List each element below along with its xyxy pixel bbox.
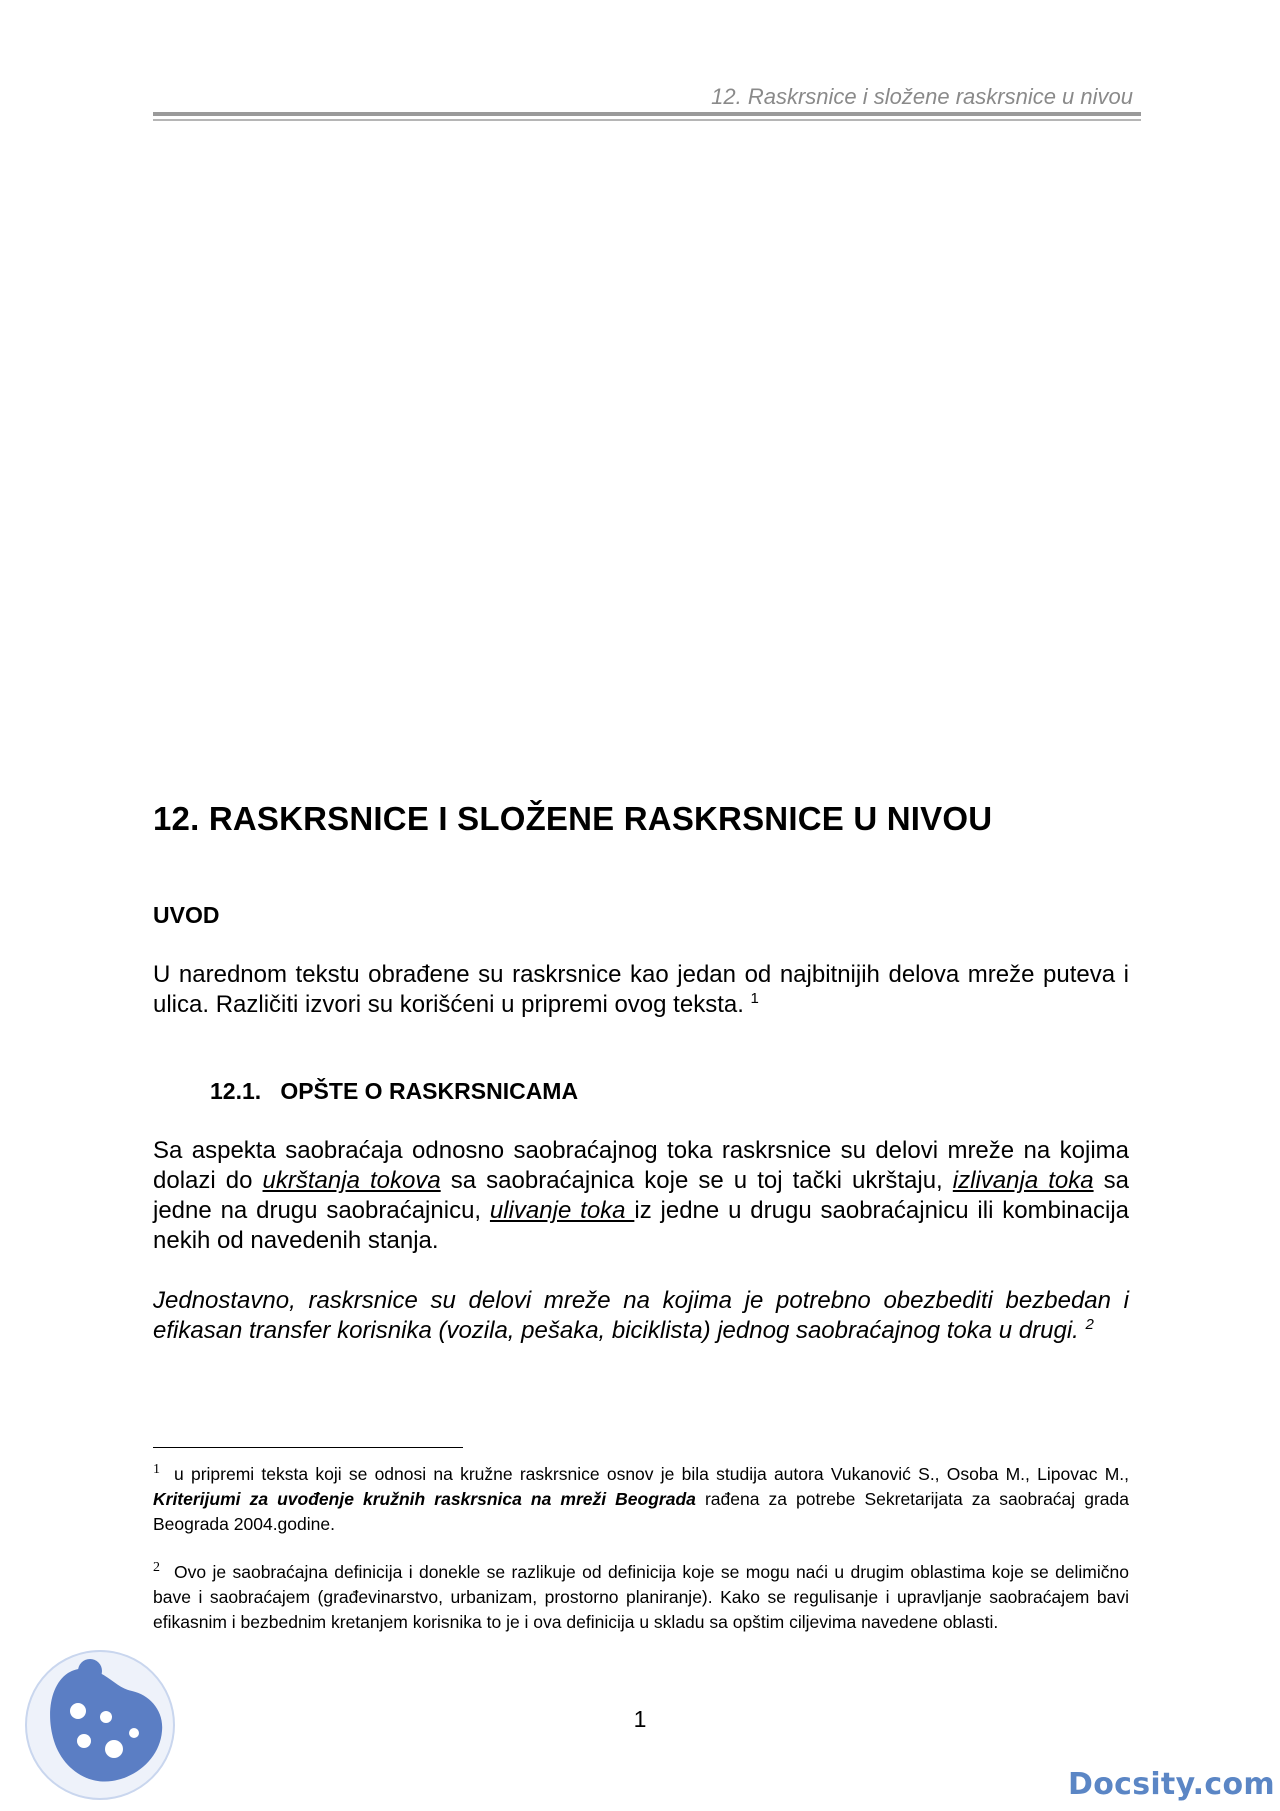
p1-text-3: sa jedne na drugu saobraćajnicu, [153,1167,1130,1224]
body-paragraph-2 [153,1286,1129,1346]
section-number: 12.1. [210,1078,262,1104]
footnote-ref-1[interactable]: 1 [750,990,759,1007]
footnote-ref-2[interactable]: 2 [1085,1316,1094,1333]
header-rule [153,112,1141,116]
intro-text: U narednom tekstu obrađene su raskrsnice kao jedan od najbitnijih delova mreže puteva i ulica. Različiti izvori su korišćeni u pripremi ovog teksta. [153,961,1129,1018]
p1-text-2: sa saobraćajnica koje se u toj tački ukrštaju, [440,1167,953,1194]
body-paragraph-1 [153,1136,1129,1256]
term-ulivanje-toka: ulivanje toka [489,1197,635,1224]
footnote-1 [153,1462,1129,1537]
footnote-1-number: 1 [153,1462,160,1478]
footnote-1-study-title: Kriterijumi za uvođenje kružnih raskrsnica na mreži Beograda [153,1489,696,1509]
intro-paragraph [153,960,1129,1020]
section-heading [210,1078,578,1105]
running-header: 12. Raskrsnice i složene raskrsnice u nivou [711,84,1133,109]
p1-text-1: Sa aspekta saobraćaja odnosno saobraćajnog toka raskrsnice su delovi mreže na kojima dolazi do [153,1137,1129,1194]
footnote-1-text-after: rađena za potrebe Sekretarijata za saobraćaj grada Beograda 2004.godine. [153,1489,1129,1534]
section-title: OPŠTE O RASKRSNICAMA [280,1078,579,1104]
footnote-separator [153,1447,463,1448]
intro-heading: UVOD [153,902,220,928]
term-ukrstanja-tokova: ukrštanja tokova [262,1167,441,1194]
footnote-2 [153,1560,1129,1635]
term-izlivanja-toka: izlivanja toka [952,1167,1094,1194]
page-number: 1 [633,1706,647,1732]
footnote-1-text-before: u pripremi teksta koji se odnosi na kružne raskrsnice osnov je bila studija autora Vukanović S., Osoba M., Lipovac M., [174,1464,1129,1484]
chapter-title: 12. RASKRSNICE I SLOŽENE RASKRSNICE U NIVOU [153,800,993,837]
docsity-logo-icon [20,1645,180,1805]
docsity-wordmark[interactable]: Docsity.com [1068,1767,1275,1802]
header-rule-thin [153,119,1141,121]
footnote-2-number: 2 [153,1560,160,1576]
footnote-2-text: Ovo je saobraćajna definicija i donekle se razlikuje od definicija koje se mogu naći u drugim oblastima koje se delimično bave i saobraćajem (građevinarstvo, urbanizam, prostorno planiranje). Kako se regulisanje i upravljanje saobraćajem bavi efikasnim i bezbednim kretanjem korisnika to je i ova definicija u skladu sa opštim ciljevima navedene oblasti. [153,1562,1129,1632]
p1-text-4: iz jedne u drugu saobraćajnicu ili kombinacija nekih od navedenih stanja. [153,1197,1129,1254]
p2-text: Jednostavno, raskrsnice su delovi mreže na kojima je potrebno obezbediti bezbedan i efikasan transfer korisnika (vozila, pešaka, biciklista) jednog saobraćajnog toka u drugi. [153,1287,1129,1344]
